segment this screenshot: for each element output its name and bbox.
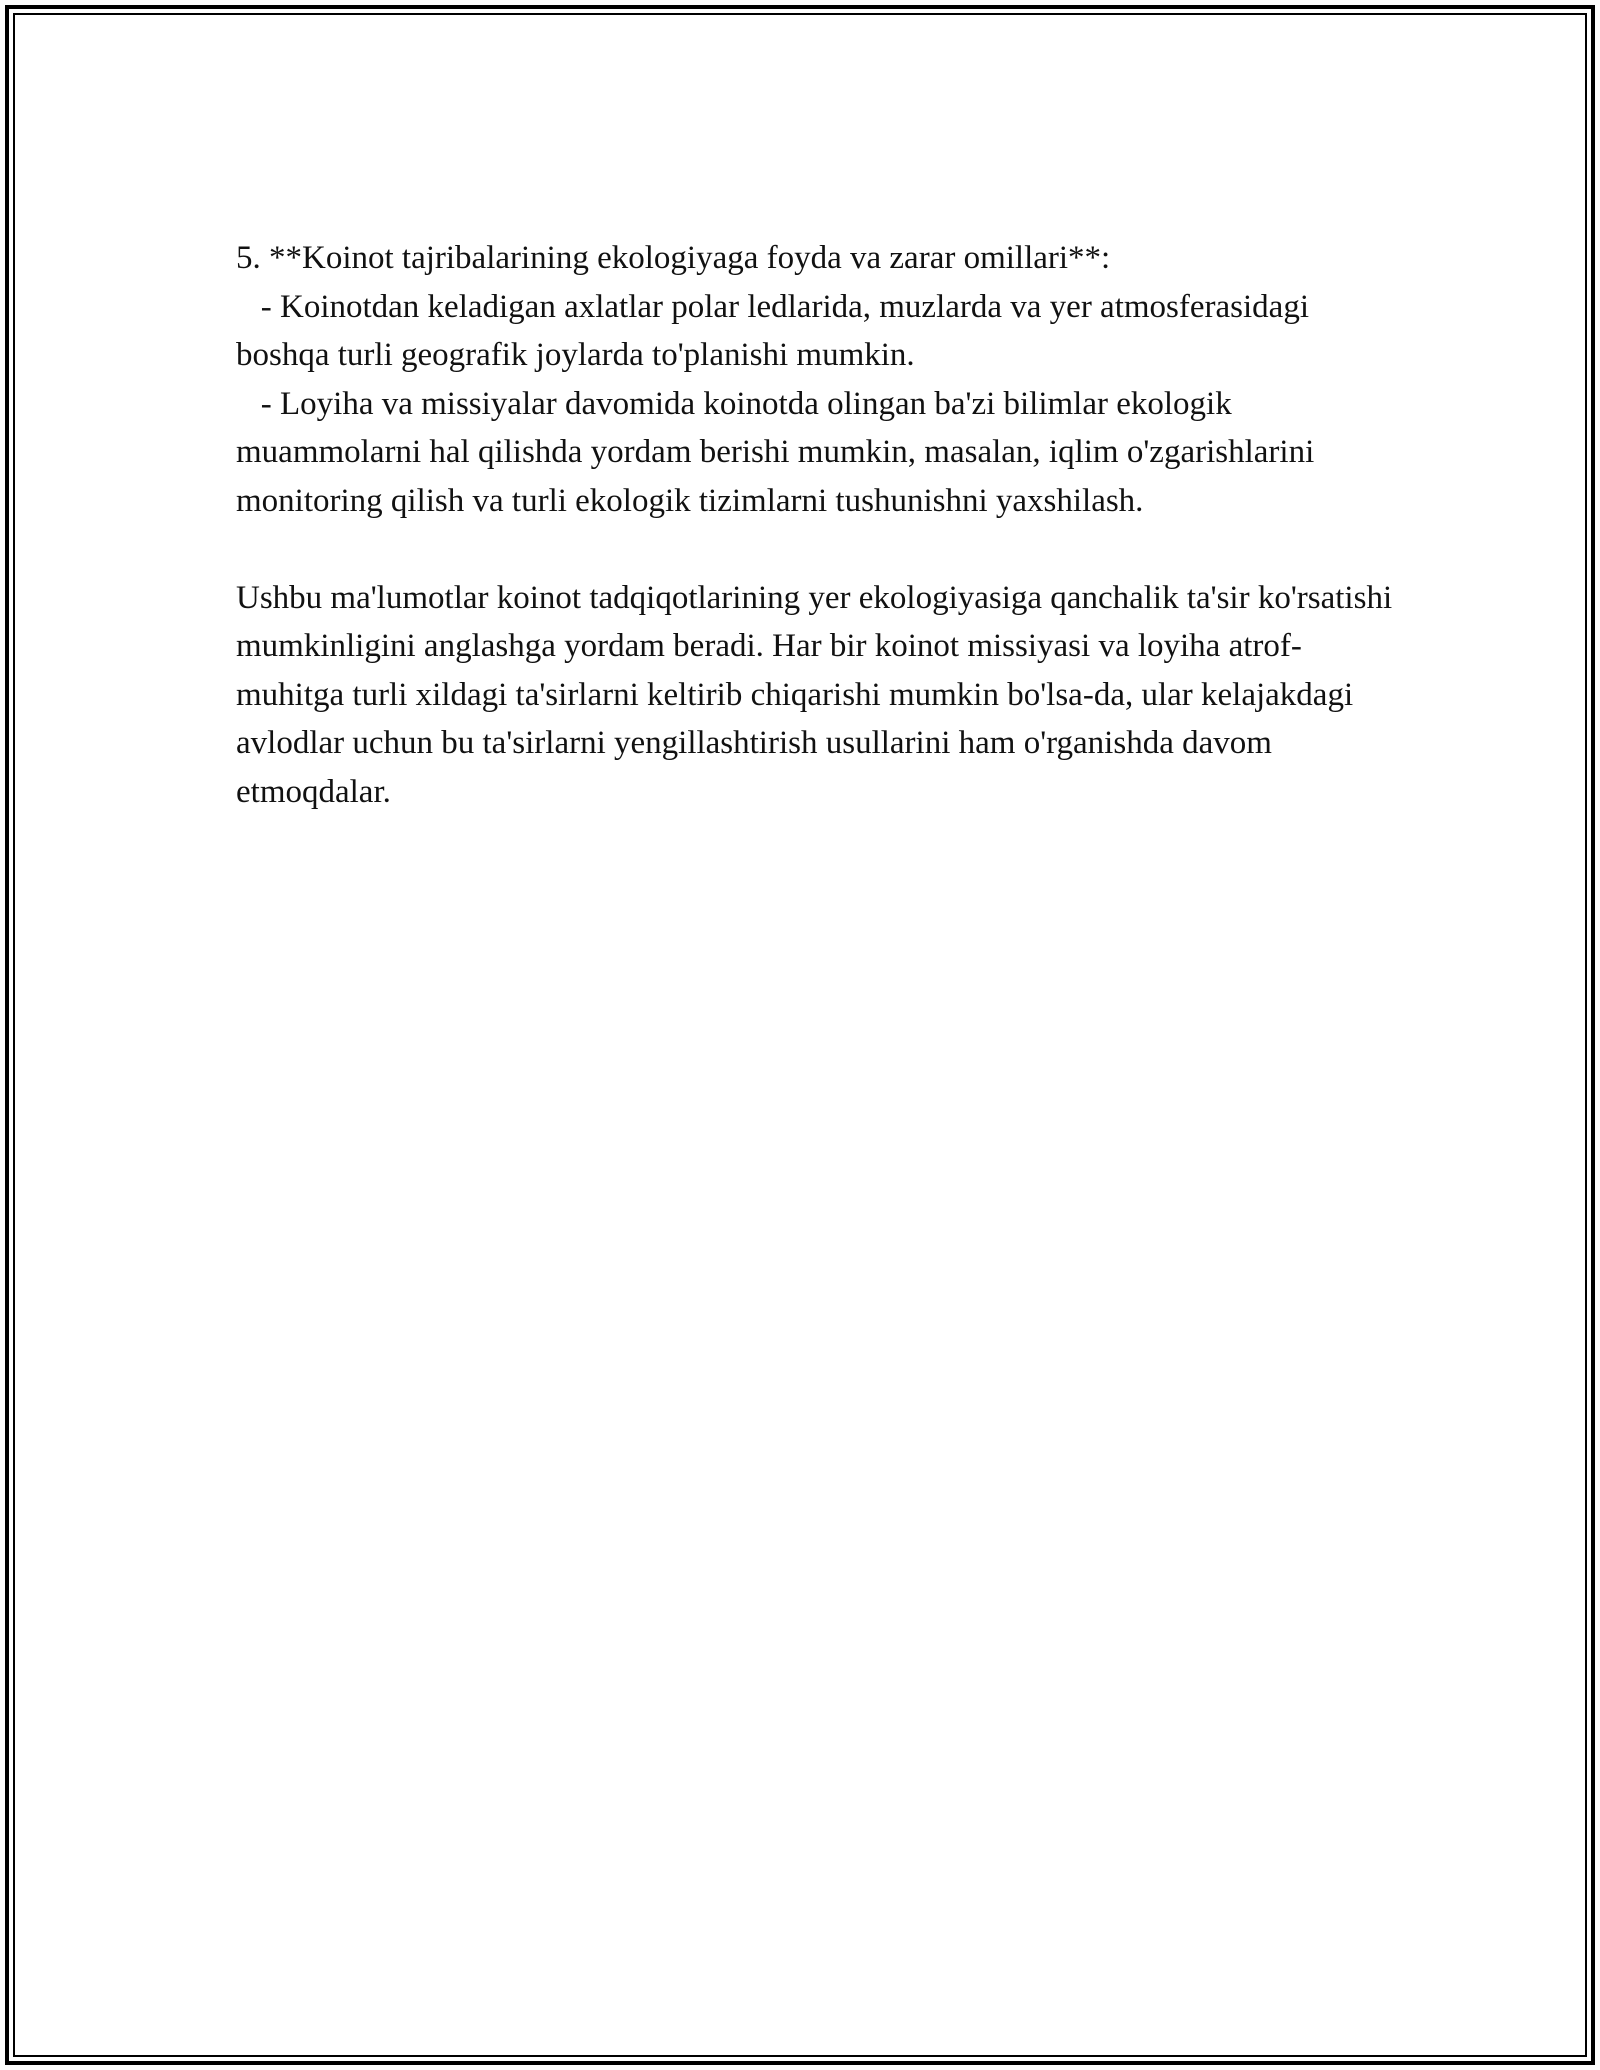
bullet-item: - Koinotdan keladigan axlatlar polar ledlarida, muzlarda va yer atmosferasidagi boshqa turli geografik joylarda to'planishi mumkin. [236,288,1318,373]
paragraph-gap [236,525,1396,574]
item-heading: 5. **Koinot tajribalarining ekologiyaga foyda va zarar omillari**: [236,240,1111,276]
document-body [236,234,1401,816]
bullet-item: - Loyiha va missiyalar davomida koinotda olingan ba'zi bilimlar ekologik muammolarni hal qilishda yordam berishi mumkin, masalan, iqlim o'zgarishlarini monitoring qilish va turli ekologik tizimlarni tushunishni yaxshilash. [236,385,1323,519]
conclusion-paragraph: Ushbu ma'lumotlar koinot tadqiqotlarining yer ekologiyasiga qanchalik ta'sir ko'rsatishi mumkinligini anglashga yordam beradi. Har bir koinot missiyasi va loyiha atrof-muhitga turli xildagi ta'sirlarni keltirib chiqarishi mumkin bo'lsa-da, ular kelajakdagi avlodlar uchun bu ta'sirlarni yengillashtirish usullarini ham o'rganishda davom etmoqdalar. [236,579,1401,810]
